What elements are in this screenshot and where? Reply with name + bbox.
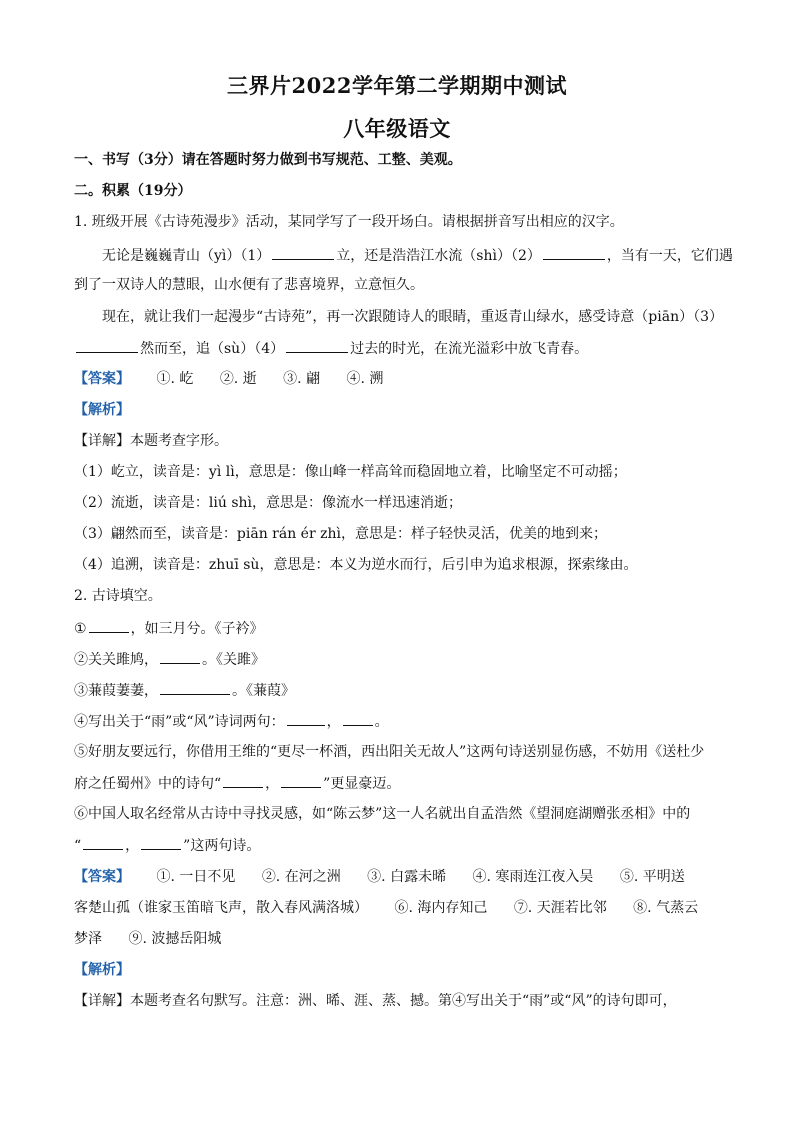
q1-answer: ④. 溯 (346, 371, 384, 387)
q1-detail: 【详解】本题考查字形。 (74, 433, 228, 449)
q1-p2-text-c: 过去的时光，在流光溢彩中放飞青春。 (350, 341, 589, 357)
q2-answer-row-3 (74, 929, 734, 949)
answer-blank[interactable] (160, 680, 230, 695)
page-subtitle: 八年级语文 (343, 116, 451, 141)
answer-tag: 【答案】 (74, 371, 130, 387)
q2-answer: ③. 白露未晞 (367, 869, 447, 885)
q2-l2-text-b: 。《关雎》 (202, 652, 265, 668)
analysis-label: 【解析】 (74, 402, 130, 418)
q1-answer: ①. 屹 (156, 371, 194, 387)
q2-l1-text: ，如三月兮。《子衿》 (130, 621, 264, 637)
analysis-tag (74, 400, 734, 420)
q2-line-3 (74, 680, 734, 701)
answer-blank[interactable] (160, 649, 200, 664)
q2-l6-text-c: ”更显豪迈。 (323, 776, 401, 792)
q2-line-5: ⑤好朋友要远行，你借用王维的“更尽一杯酒，西出阳关无故人”这两句诗送别显伤感，不妨用《送杜少 (74, 744, 705, 760)
q2-answer: ④. 寒雨连江夜入吴 (472, 869, 594, 885)
answer-blank[interactable] (83, 835, 123, 850)
q2-line-2 (74, 649, 734, 670)
q1-explain-2: （2）流逝，读音是：liú shì，意思是：像流水一样迅速消逝； (74, 495, 463, 511)
answer-blank[interactable] (272, 245, 334, 260)
q2-answer-row-1 (74, 867, 734, 887)
q1-p1-text-a: 无论是巍巍青山（yì）（1） (102, 248, 271, 264)
answer-blank[interactable] (543, 245, 605, 260)
q2-answer: ⑧. 气蒸云 (633, 900, 699, 916)
q1-answer: ③. 翩 (283, 371, 321, 387)
q2-l3-text-b: 。《蒹葭》 (232, 683, 295, 699)
answer-blank[interactable] (281, 773, 321, 788)
q2-l1-num: ① (74, 621, 87, 637)
q1-p2-text-b: 然而至，追（sù）（4） (140, 341, 285, 357)
q1-explain-3: （3）翩然而至，读音是：piān rán ér zhì，意思是：样子轻快灵活，优美的地到来； (74, 526, 607, 542)
q1-p1-text-b: 立，还是浩浩江水流（shì）（2） (336, 248, 541, 264)
q2-answer: ⑥. 海内存知己 (394, 900, 488, 916)
q2-l2-text-a: ②关关雎鸠， (74, 652, 158, 668)
q2-line-1 (74, 618, 734, 639)
q2-l3-text-a: ③蒹葭萋萋， (74, 683, 158, 699)
section-accumulation: 二。积累（19分） (74, 183, 192, 199)
q2-l8-text-b: ， (125, 838, 140, 854)
q2-l6-text-b: ， (265, 776, 280, 792)
page-title: 三界片2022学年第二学期期中测试 (227, 73, 567, 98)
q2-answer: ⑤. 平明送 (619, 869, 685, 885)
analysis-label: 【解析】 (74, 962, 130, 978)
q1-answer: ②. 逝 (219, 371, 257, 387)
q2-answer: ②. 在河之洲 (261, 869, 341, 885)
q1-explain-4: （4）追溯，读音是：zhuī sù，意思是：本义为逆水而行，后引申为追求根源，探索缘由。 (74, 557, 638, 573)
q2-stem: 2. 古诗填空。 (74, 588, 162, 604)
q2-l8-text-c: ”这两句诗。 (183, 838, 261, 854)
q1-stem: 1. 班级开展《古诗苑漫步》活动，某同学写了一段开场白。请根据拼音写出相应的汉字。 (74, 214, 624, 230)
q1-paragraph-1 (74, 245, 762, 266)
section-writing: 一、书写（3分）请在答题时努力做到书写规范、工整、美观。 (74, 152, 462, 168)
q2-l4-text-b: ， (326, 714, 341, 730)
answer-blank[interactable] (287, 711, 325, 726)
q2-answer: 梦泽 (74, 931, 102, 947)
q2-answer: ⑨. 波撼岳阳城 (128, 931, 222, 947)
analysis-tag (74, 960, 734, 980)
q2-l4-text-a: ④写出关于“雨”或“风”诗词两句： (74, 714, 285, 730)
q1-paragraph-2: 现在，就让我们一起漫步“古诗苑”，再一次跟随诗人的眼睛，重返青山绿水，感受诗意（piān）（3） (102, 309, 724, 325)
answer-blank[interactable] (76, 338, 138, 353)
q2-line-8 (74, 835, 734, 856)
q2-l6-text-a: 府之任蜀州》中的诗句“ (74, 776, 222, 792)
q2-detail: 【详解】本题考查名句默写。注意：洲、晞、涯、蒸、撼。第④写出关于“雨”或“风”的诗句即可， (74, 993, 677, 1009)
q1-p1-continued: 到了一双诗人的慧眼，山水便有了悲喜境界，立意恒久。 (74, 277, 424, 293)
answer-blank[interactable] (89, 618, 129, 633)
q2-line-7: ⑥中国人取名经常从古诗中寻找灵感，如“陈云梦”这一人名就出自孟浩然《望洞庭湖赠张丞相》中的 (74, 806, 691, 822)
q2-answer-row-2 (74, 898, 734, 918)
answer-blank[interactable] (141, 835, 181, 850)
q1-p1-text-c: ，当有一天，它们遇 (606, 248, 733, 264)
answer-blank[interactable] (223, 773, 263, 788)
q2-answer: ⑦. 天涯若比邻 (513, 900, 607, 916)
q2-l4-text-c: 。 (374, 714, 389, 730)
answer-tag: 【答案】 (74, 869, 130, 885)
q1-explain-1: （1）屹立，读音是：yì lì，意思是：像山峰一样高耸而稳固地立着，比喻坚定不可动摇； (74, 464, 627, 480)
q2-line-4 (74, 711, 734, 732)
q2-answer: 客楚山孤（谁家玉笛暗飞声，散入春风满洛城） (74, 900, 368, 916)
answer-blank[interactable] (343, 711, 373, 726)
q2-line-6 (74, 773, 734, 794)
q2-l8-text-a: “ (74, 838, 82, 854)
q1-answer-row (74, 369, 734, 389)
q1-p2-continued (74, 338, 734, 359)
answer-blank[interactable] (286, 338, 348, 353)
q2-answer: ①. 一日不见 (156, 869, 236, 885)
